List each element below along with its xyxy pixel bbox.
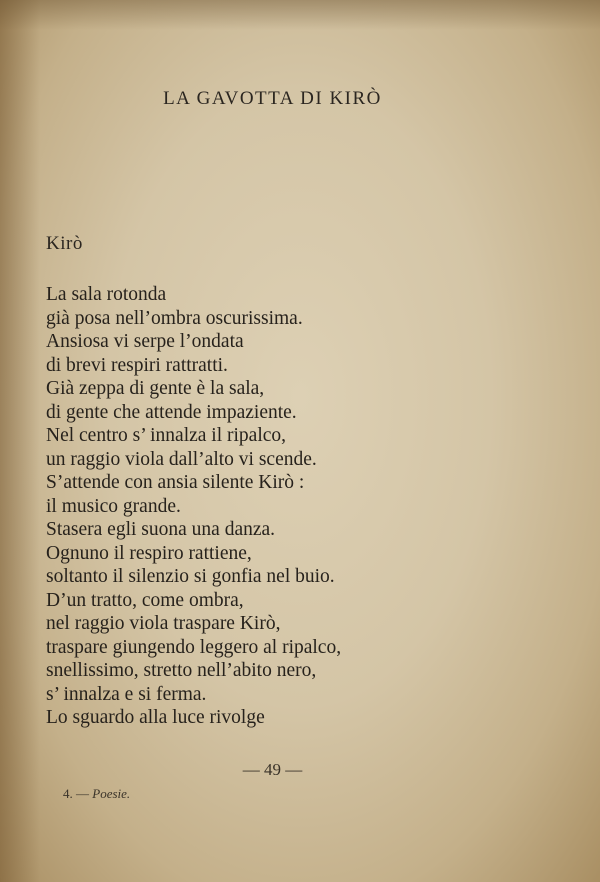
poem-line: S’attende con ansia silente Kirò : — [46, 472, 305, 493]
poem-line: già posa nell’ombra oscurissima. — [46, 307, 303, 329]
poem-line: Ansiosa vi serpe l’ondata — [46, 331, 244, 352]
speaker-name: Kirò — [46, 233, 83, 254]
poem-line: D’un tratto, come ombra, — [46, 589, 244, 611]
poem-line: un raggio viola dall’alto vi scende. — [46, 448, 317, 470]
poem-title: LA GAVOTTA DI KIRÒ — [163, 88, 382, 109]
poem-line: di brevi respiri rattratti. — [46, 354, 228, 376]
poem-line: di gente che attende impaziente. — [46, 401, 297, 423]
signature-label: Poesie. — [92, 786, 131, 801]
poem-line: Già zeppa di gente è la sala, — [46, 378, 265, 399]
poem-line: La sala rotonda — [46, 284, 167, 305]
signature-mark — [63, 786, 130, 802]
poem-line: il musico grande. — [46, 495, 181, 517]
poem-body — [46, 283, 341, 730]
poem-line: traspare giungendo leggero al ripalco, — [46, 636, 342, 658]
poem-line: soltanto il silenzio si gonfia nel buio. — [46, 566, 335, 587]
poem-line: Ognuno il respiro rattiene, — [46, 542, 252, 564]
poem-line: Stasera egli suona una danza. — [46, 519, 276, 540]
poem-line: nel raggio viola traspare Kirò, — [46, 613, 281, 634]
poem-line: snellissimo, stretto nell’abito nero, — [46, 660, 317, 681]
poem-line: Nel centro s’ innalza il ripalco, — [46, 425, 287, 446]
signature-number: 4. — — [63, 786, 89, 801]
poem-line: Lo sguardo alla luce rivolge — [46, 707, 265, 728]
page-number: — 49 — — [242, 760, 303, 779]
poem-line: s’ innalza e si ferma. — [46, 683, 207, 705]
